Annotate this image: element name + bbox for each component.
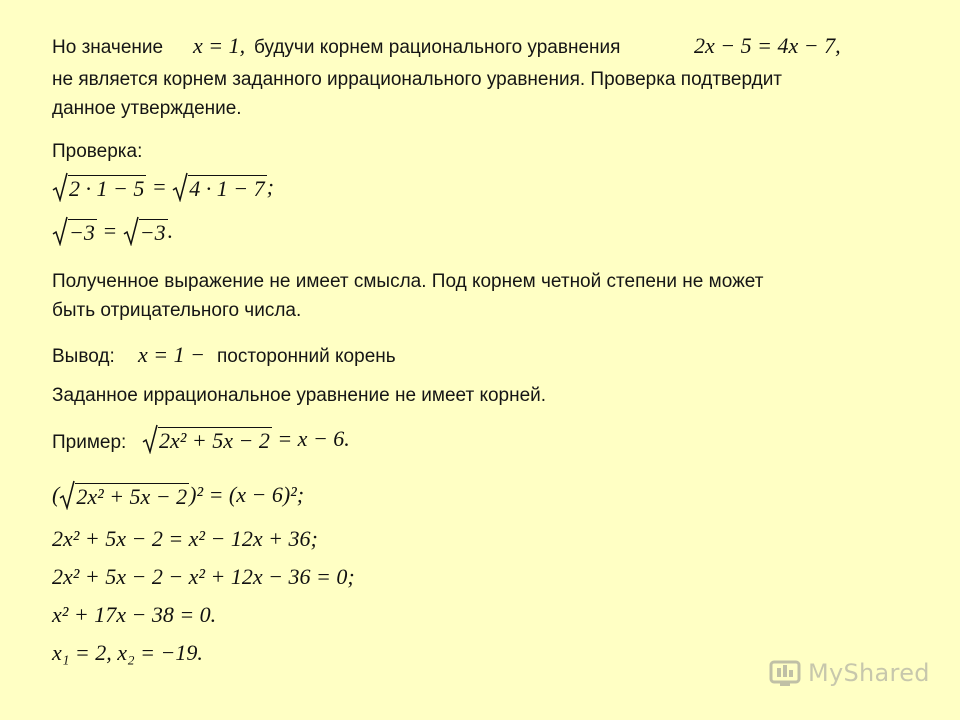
check-eq2-left-radicand: −3: [69, 220, 95, 245]
solution-step-5: x₁ = 2, x₂ = −19.: [52, 640, 203, 665]
intro-line2: не является корнем заданного иррационального уравнения. Проверка подтвердит: [52, 69, 783, 90]
intro-line1-math-eq: 2x − 5 = 4x − 7,: [694, 33, 841, 58]
sqrt-symbol: [59, 480, 189, 510]
check-equation-1: [52, 172, 274, 202]
intro-line1-text-a: Но значение: [52, 37, 164, 58]
check-equation-2: [52, 216, 173, 246]
check-eq1-right-radicand: 4 · 1 − 7: [189, 176, 265, 201]
example-radicand: 2x² + 5x − 2: [159, 428, 270, 453]
step1-rest: )² = (x − 6)²;: [189, 482, 305, 507]
no-roots-statement: Заданное иррациональное уравнение не имеет корней.: [52, 385, 547, 406]
solution-step-4: x² + 17x − 38 = 0.: [52, 602, 217, 627]
conclusion-text: посторонний корень: [217, 346, 396, 367]
solution-step-1: [52, 480, 304, 510]
check-label: Проверка:: [52, 141, 143, 162]
explain-line2: быть отрицательного числа.: [52, 300, 302, 321]
sqrt-symbol: [172, 172, 266, 202]
conclusion-label: Вывод:: [52, 346, 115, 367]
intro-line1-text-b: будучи корнем рационального уравнения: [254, 37, 621, 58]
myshared-logo-icon: [768, 656, 802, 690]
sqrt-symbol: [52, 172, 146, 202]
example-equation: [142, 424, 350, 454]
step1-radicand: 2x² + 5x − 2: [76, 484, 188, 509]
check-eq2-equals: =: [96, 218, 123, 243]
conclusion-math: x = 1 −: [138, 342, 205, 367]
example-rhs: = x − 6.: [271, 426, 350, 451]
check-eq1-left-radicand: 2 · 1 − 5: [69, 176, 145, 201]
intro-line3: данное утверждение.: [52, 98, 242, 119]
check-eq1-equals: =: [146, 174, 173, 199]
check-eq2-right-radicand: −3: [139, 220, 166, 245]
sqrt-symbol: [142, 424, 272, 454]
check-eq1-end: ;: [266, 174, 274, 199]
watermark-text: MyShared: [808, 659, 930, 687]
myshared-watermark: [768, 656, 930, 690]
step1-open-paren: (: [52, 482, 60, 507]
sqrt-symbol: [52, 216, 97, 246]
solution-step-2: 2x² + 5x − 2 = x² − 12x + 36;: [52, 526, 318, 551]
intro-line1-math-x: x = 1,: [193, 33, 246, 58]
explain-line1: Полученное выражение не имеет смысла. Под корнем четной степени не может: [52, 271, 764, 292]
example-label: Пример:: [52, 432, 127, 453]
check-eq2-end: .: [167, 218, 174, 243]
solution-step-3: 2x² + 5x − 2 − x² + 12x − 36 = 0;: [52, 564, 355, 589]
sqrt-symbol: [123, 216, 168, 246]
